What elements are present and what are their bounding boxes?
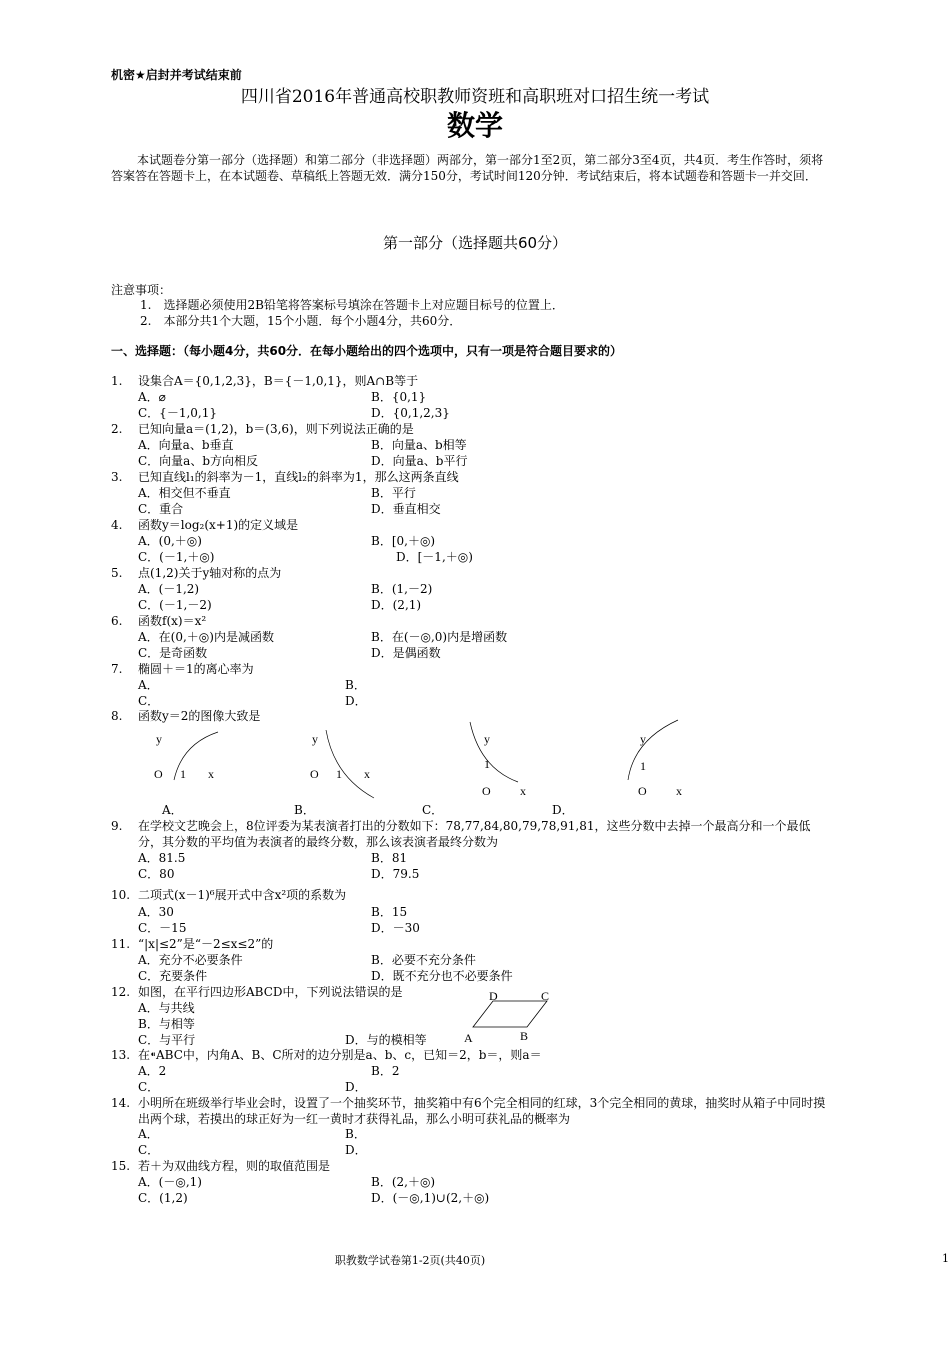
option-a: A．与共线 xyxy=(138,1001,195,1015)
option-c: C．－15 xyxy=(138,921,187,935)
option-b: B． xyxy=(294,803,315,817)
question-stem: 二项式(x－1)⁶展开式中含x²项的系数为 xyxy=(138,888,347,902)
option-d: D．垂直相交 xyxy=(371,502,441,516)
option-d: D．(2,1) xyxy=(371,598,422,612)
graph-x-label: x xyxy=(208,767,214,781)
option-c: C．与平行 xyxy=(138,1033,196,1047)
question-stem: 已知直线l₁的斜率为－1，直线l₂的斜率为1，那么这两条直线 xyxy=(138,470,459,484)
option-a: A．30 xyxy=(138,905,174,919)
question-number: 15. xyxy=(111,1159,131,1173)
option-d: D．是偶函数 xyxy=(371,646,441,660)
option-b: B．平行 xyxy=(371,486,416,500)
option-d: D．向量a、b平行 xyxy=(371,454,468,468)
notice-heading: 注意事项： xyxy=(111,283,172,297)
option-a: A． xyxy=(138,678,159,692)
graph-origin-label: O xyxy=(310,767,319,781)
option-d: D． xyxy=(345,1143,367,1157)
page-number: 1 xyxy=(942,1252,949,1265)
question-number: 7. xyxy=(111,662,123,676)
question-number: 12. xyxy=(111,985,131,999)
option-c: C． xyxy=(138,1143,160,1157)
option-b: B． xyxy=(345,1127,366,1141)
option-a: A．(－◎,1) xyxy=(138,1175,202,1189)
option-b: B． xyxy=(345,678,366,692)
question-stem: 点(1,2)关于y轴对称的点为 xyxy=(138,566,282,580)
option-c: C．是奇函数 xyxy=(138,646,208,660)
question-stem: 在⁌ABC中，内角A、B、C所对的边分别是a、b、c，已知＝2，b＝，则a＝ xyxy=(138,1048,542,1062)
question-stem: 设集合A＝{0,1,2,3}，B＝{－1,0,1}，则A∩B等于 xyxy=(138,374,419,388)
graph-one-label: 1 xyxy=(180,767,186,781)
option-d: D． xyxy=(345,1080,367,1094)
question-number: 3. xyxy=(111,470,123,484)
question-stem: 在学校文艺晚会上，8位评委为某表演者打出的分数如下：78,77,84,80,79,78,91,81，这些分数中去掉一个最高分和一个最低分，其分数的平均值为表演者的最终分数，那么该表演者最终分数为 xyxy=(138,819,811,849)
option-b: B．(1,－2) xyxy=(371,582,433,596)
vertex-label-d: D xyxy=(489,989,498,1003)
graph-one-label: 1 xyxy=(640,759,646,773)
option-c: C．重合 xyxy=(138,502,184,516)
question-number: 1. xyxy=(111,374,123,388)
option-b: B．向量a、b相等 xyxy=(371,438,467,452)
option-d: D． xyxy=(552,803,574,817)
option-d: D．{0,1,2,3} xyxy=(371,406,450,420)
question-stem: 函数y＝2的图像大致是 xyxy=(138,709,261,723)
question-stem: 已知向量a＝(1,2)，b＝(3,6)，则下列说法正确的是 xyxy=(138,422,414,436)
graph-x-label: x xyxy=(520,784,526,798)
option-b: B．(2,＋◎) xyxy=(371,1175,436,1189)
option-a: A．在(0,＋◎)内是减函数 xyxy=(138,630,274,644)
page-footer: 职教数学试卷第1-2页(共40页) xyxy=(334,1254,486,1267)
option-a: A． xyxy=(162,803,183,817)
graph-a-curve xyxy=(170,730,230,782)
question-stem: 如图，在平行四边形ABCD中，下列说法错误的是 xyxy=(138,985,403,999)
option-b: B．81 xyxy=(371,851,408,865)
vertex-label-a: A xyxy=(464,1031,473,1045)
option-a: A．向量a、b垂直 xyxy=(138,438,234,452)
option-c: C．(－1,－2) xyxy=(138,598,212,612)
option-c: C．{－1,0,1} xyxy=(138,406,217,420)
question-number: 8. xyxy=(111,709,123,723)
option-b: B．[0,＋◎) xyxy=(371,534,436,548)
notice-item: 2. 本部分共1个大题，15个小题．每个小题4分，共60分． xyxy=(140,314,462,328)
graph-x-label: x xyxy=(676,784,682,798)
question-number: 5. xyxy=(111,566,123,580)
option-d: D．与的模相等 xyxy=(345,1033,427,1047)
graph-x-label: x xyxy=(364,767,370,781)
part-title: 第一部分（选择题共60分） xyxy=(382,234,568,252)
question-stem: “|x|≤2”是“－2≤x≤2”的 xyxy=(138,937,274,951)
option-c: C． xyxy=(422,803,444,817)
option-a: A．81.5 xyxy=(138,851,186,865)
question-number: 13. xyxy=(111,1048,131,1062)
option-b: B．{0,1} xyxy=(371,390,427,404)
option-d: D．既不充分也不必要条件 xyxy=(371,969,513,983)
option-c: C．(1,2) xyxy=(138,1191,188,1205)
graph-one-label: 1 xyxy=(484,757,490,771)
option-b: B．在(－◎,0)内是增函数 xyxy=(371,630,508,644)
vertex-label-b: B xyxy=(520,1029,529,1043)
graph-d-curve xyxy=(624,718,684,782)
section-heading: 一、选择题：（每小题4分，共60分．在每小题给出的四个选项中，只有一项是符合题目要求的） xyxy=(111,344,623,358)
option-d: D．79.5 xyxy=(371,867,420,881)
option-a: A．(0,＋◎) xyxy=(138,534,202,548)
option-c: C．80 xyxy=(138,867,175,881)
option-a: A．2 xyxy=(138,1064,167,1078)
option-b: B．与相等 xyxy=(138,1017,195,1031)
option-d: D．[－1,＋◎) xyxy=(396,550,473,564)
parallelogram-shape xyxy=(470,998,550,1030)
graph-origin-label: O xyxy=(638,784,647,798)
option-c: C．充要条件 xyxy=(138,969,208,983)
option-c: C．(－1,＋◎) xyxy=(138,550,215,564)
option-a: A．充分不必要条件 xyxy=(138,953,243,967)
question-stem: 若＋为双曲线方程，则的取值范围是 xyxy=(138,1159,331,1173)
question-number: 9. xyxy=(111,819,123,833)
graph-b-curve xyxy=(320,728,380,800)
question-stem: 小明所在班级举行毕业会时，设置了一个抽奖环节，抽奖箱中有6个完全相同的红球，3个完全相同的黄球，抽奖时从箱子中同时摸出两个球，若摸出的球正好为一红一黄时才获得礼品，那么小明可获礼品的概率为 xyxy=(138,1096,826,1126)
intro-paragraph: 本试题卷分第一部分（选择题）和第二部分（非选择题）两部分，第一部分1至2页，第二部分3至4页，共4页．考生作答时，须将答案答在答题卡上，在本试题卷、草稿纸上答题无效．满分150分，考试时间120分钟．考试结束后，将本试题卷和答题卡一并交回． xyxy=(111,153,824,183)
option-b: B．必要不充分条件 xyxy=(371,953,476,967)
option-d: D．(－◎,1)∪(2,＋◎) xyxy=(371,1191,490,1205)
option-c: C． xyxy=(138,1080,160,1094)
graph-y-label: y xyxy=(484,732,490,746)
option-d: D． xyxy=(345,694,367,708)
question-number: 4. xyxy=(111,518,123,532)
question-stem: 函数y＝log₂(x+1)的定义域是 xyxy=(138,518,299,532)
question-number: 14. xyxy=(111,1096,131,1110)
question-number: 2. xyxy=(111,422,123,436)
question-number: 10. xyxy=(111,888,131,902)
subject-title: 数学 xyxy=(446,109,503,142)
graph-origin-label: O xyxy=(154,767,163,781)
graph-y-label: y xyxy=(312,732,318,746)
question-number: 11. xyxy=(111,937,131,951)
option-c: C． xyxy=(138,694,160,708)
graph-one-label: 1 xyxy=(336,767,342,781)
option-b: B．2 xyxy=(371,1064,400,1078)
graph-y-label: y xyxy=(156,732,162,746)
vertex-label-c: C xyxy=(541,989,550,1003)
notice-item: 1. 选择题必须使用2B铅笔将答案标号填涂在答题卡上对应题目标号的位置上． xyxy=(140,298,564,312)
option-a: A．相交但不垂直 xyxy=(138,486,231,500)
graph-y-label: y xyxy=(640,732,646,746)
option-c: C．向量a、b方向相反 xyxy=(138,454,259,468)
option-a: A． xyxy=(138,1127,159,1141)
question-stem: 函数f(x)＝x² xyxy=(138,614,207,628)
option-a: A．⌀ xyxy=(138,390,166,404)
graph-c-curve xyxy=(466,720,526,784)
graph-origin-label: O xyxy=(482,784,491,798)
question-stem: 椭圆＋＝1的离心率为 xyxy=(138,662,254,676)
exam-title: 四川省2016年普通高校职教师资班和高职班对口招生统一考试 xyxy=(240,87,710,107)
confidential-label: 机密★启封并考试结束前 xyxy=(111,68,242,82)
option-d: D．－30 xyxy=(371,921,420,935)
option-a: A．(－1,2) xyxy=(138,582,200,596)
option-b: B．15 xyxy=(371,905,408,919)
question-number: 6. xyxy=(111,614,123,628)
